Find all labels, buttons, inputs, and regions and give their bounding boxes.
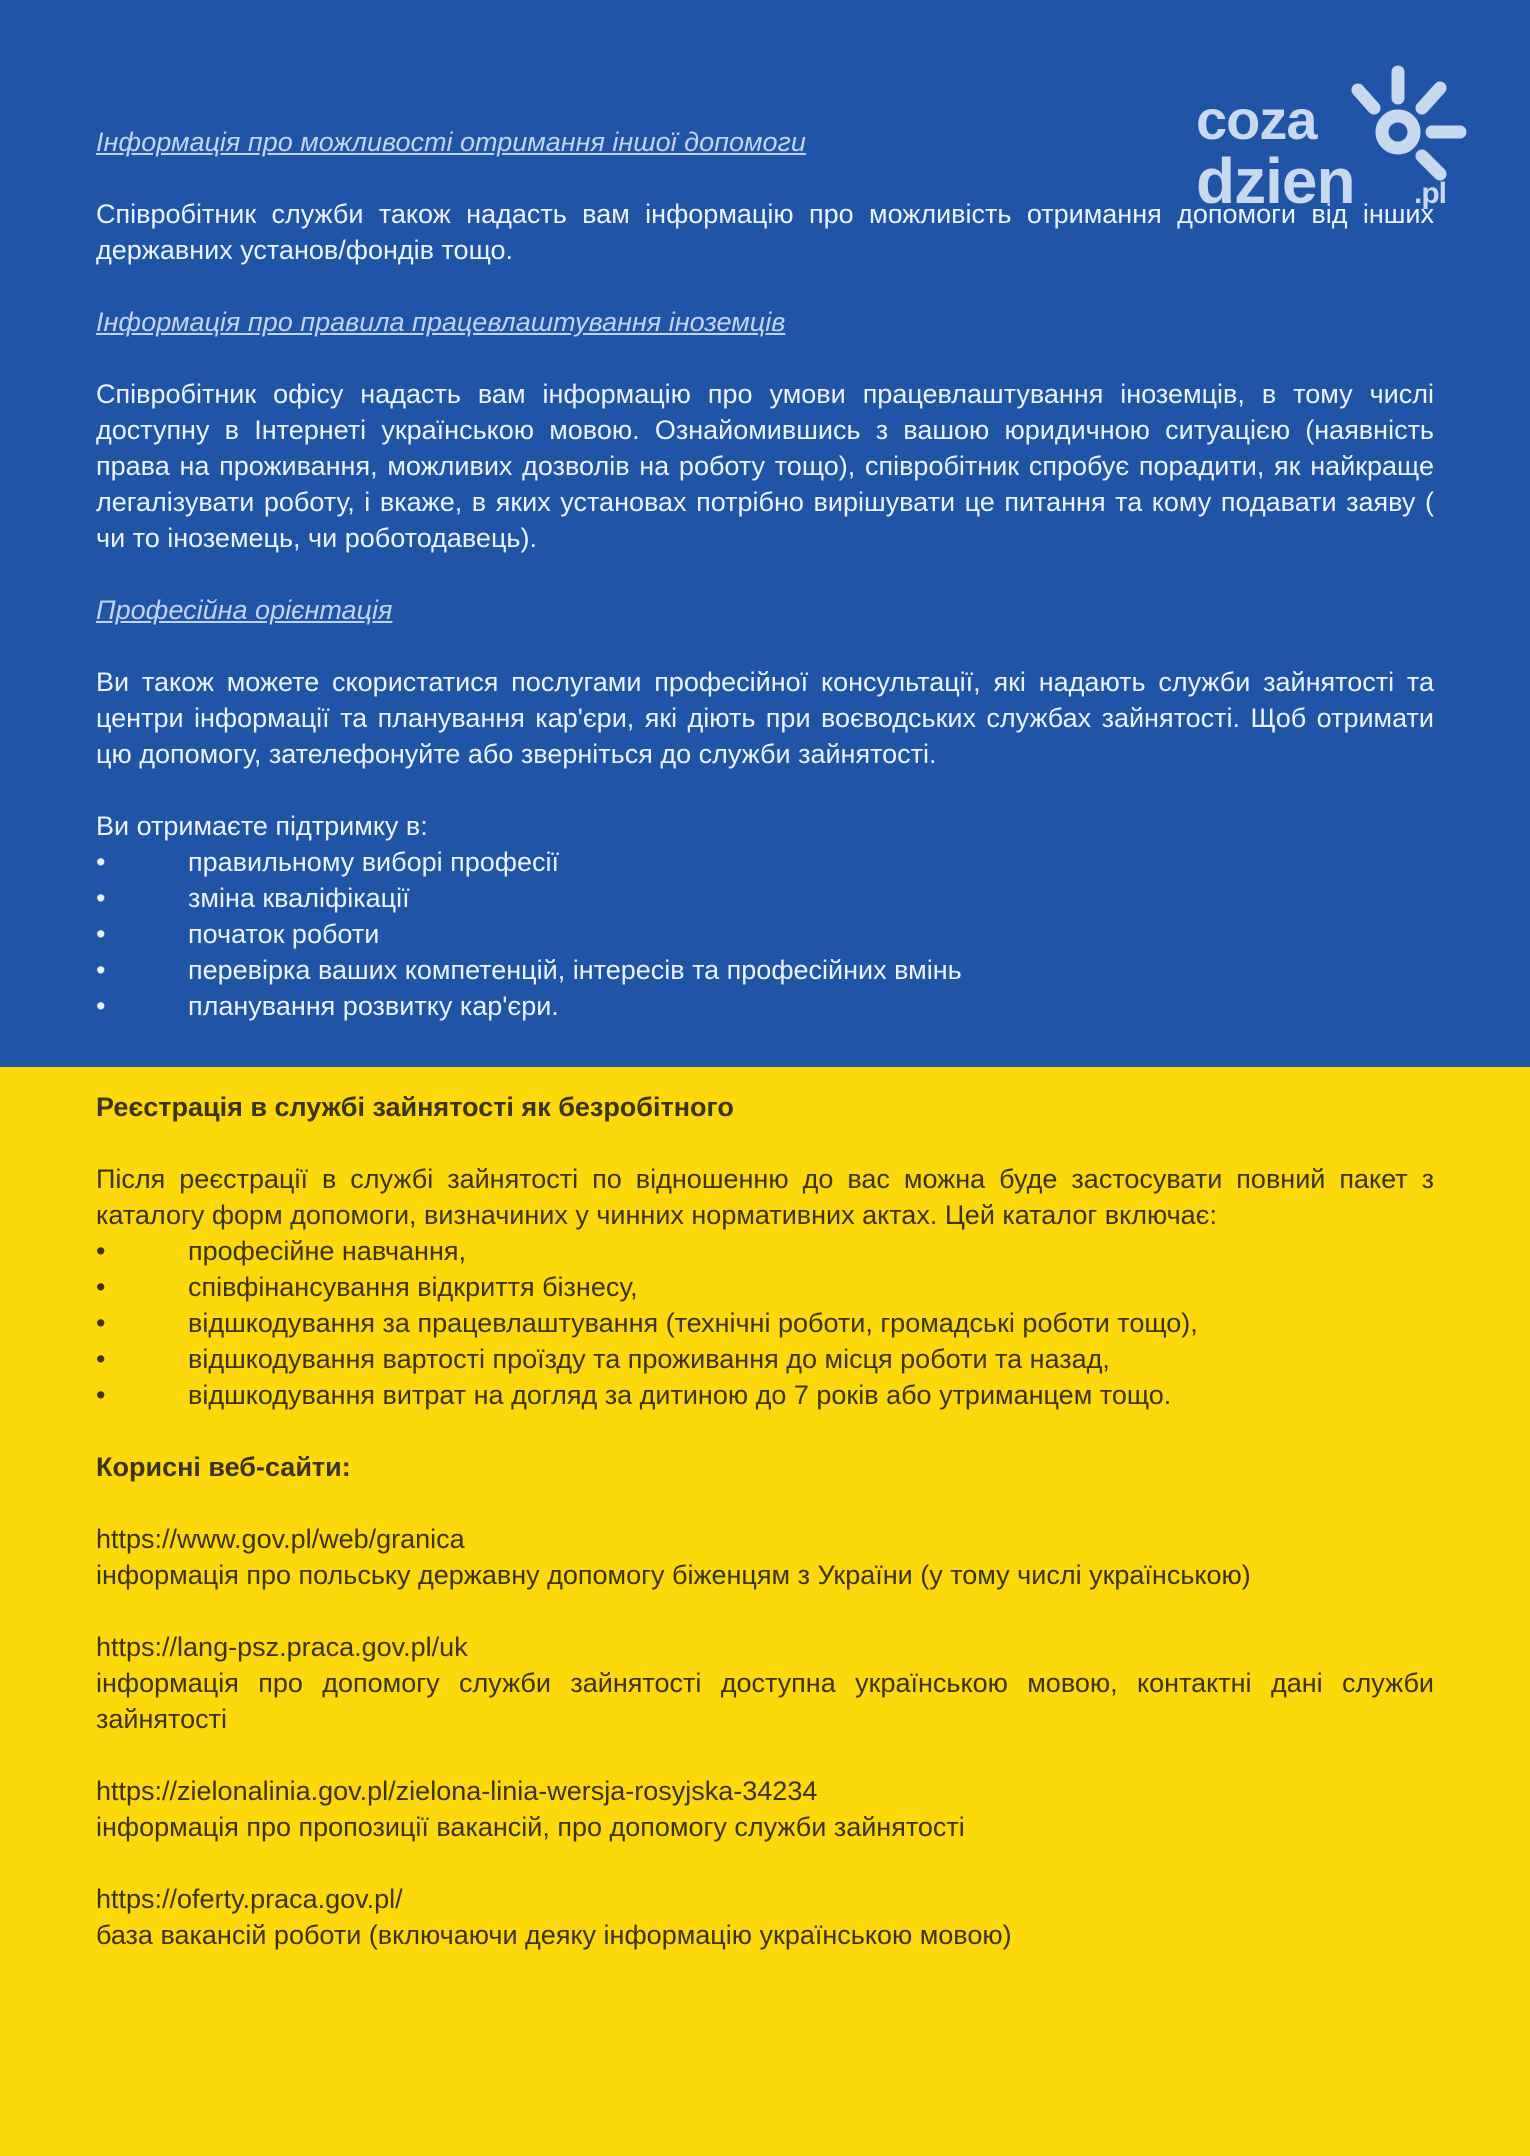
list-item: • відшкодування вартості проїзду та проживання до місця роботи та назад, — [96, 1341, 1434, 1377]
blue-content — [96, 124, 1434, 1024]
website-description: інформація про польську державну допомогу біженцям з України (у тому числі українською) — [96, 1560, 1251, 1590]
list-item: • початок роботи — [96, 916, 1434, 952]
list-item: • співфінансування відкриття бізнесу, — [96, 1269, 1434, 1305]
paragraph-career-guidance: Ви також можете скористатися послугами професійної консультації, які надають служби зайнятості та центри інформації та планування кар'єри, які діють при воєводських службах зайнятості. Щоб отримати цю допомогу, зателефонуйте або зверніться до служби зайнятості. — [96, 667, 1434, 769]
list-item: • відшкодування витрат на догляд за дитиною до 7 років або утриманцем тощо. — [96, 1377, 1434, 1413]
list-item: • перевірка ваших компетенцій, інтересів та професійних вмінь — [96, 952, 1434, 988]
paragraph-other-help: Співробітник служби також надасть вам інформацію про можливість отримання допомоги від інших державних установ/фондів тощо. — [96, 199, 1434, 265]
yellow-section — [0, 1067, 1530, 2156]
website-description: інформація про пропозиції вакансій, про допомогу служби зайнятості — [96, 1812, 965, 1842]
blue-section — [0, 0, 1530, 1067]
website-link[interactable]: https://www.gov.pl/web/granica — [96, 1524, 465, 1554]
logo-text-pl: .pl — [1414, 177, 1446, 210]
heading-career-guidance[interactable]: Професійна орієнтація — [96, 595, 393, 625]
paragraph-unemployed-registration: Після реєстрації в службі зайнятості по відношенню до вас можна буде застосувати повний пакет з каталогу форм допомоги, визначиних у чинних нормативних актах. Цей каталог включає: — [96, 1164, 1434, 1230]
support-list — [96, 844, 1434, 1024]
logo-text-dzien: dzien — [1196, 145, 1355, 217]
list-item: • професійне навчання, — [96, 1233, 1434, 1269]
logo-text-coza: coza — [1196, 88, 1317, 151]
support-intro: Ви отримаєте підтримку в: — [96, 811, 428, 841]
yellow-content — [96, 1089, 1434, 1953]
list-item: • відшкодування за працевлаштування (технічні роботи, громадські роботи тощо), — [96, 1305, 1434, 1341]
heading-unemployed-registration: Реєстрація в службі зайнятості як безробітного — [96, 1092, 734, 1122]
heading-other-help[interactable]: Інформація про можливості отримання іншої допомоги — [96, 127, 806, 157]
list-item: • правильному виборі професії — [96, 844, 1434, 880]
website-description: інформація про допомогу служби зайнятості доступна українською мовою, контактні дані служби зайнятості — [96, 1668, 1434, 1734]
list-item: • планування розвитку кар'єри. — [96, 988, 1434, 1024]
website-link[interactable]: https://zielonalinia.gov.pl/zielona-linia-wersja-rosyjska-34234 — [96, 1776, 818, 1806]
help-forms-list — [96, 1233, 1434, 1413]
heading-useful-websites: Корисні веб-сайти: — [96, 1452, 351, 1482]
website-description: база вакансій роботи (включаючи деяку інформацію українською мовою) — [96, 1920, 1012, 1950]
website-link[interactable]: https://lang-psz.praca.gov.pl/uk — [96, 1632, 468, 1662]
website-link[interactable]: https://oferty.praca.gov.pl/ — [96, 1884, 403, 1914]
paragraph-employment-rules: Співробітник офісу надасть вам інформацію про умови працевлаштування іноземців, в тому числі доступну в Інтернеті українською мовою. Ознайомившись з вашою юридичною ситуацією (наявність права на проживання, можливих дозволів на роботу тощо), співробітник спробує порадити, як найкраще легалізувати роботу, і вкаже, в яких установах потрібно вирішувати це питання та кому подавати заяву ( чи то іноземець, чи роботодавець). — [96, 379, 1434, 553]
heading-employment-rules[interactable]: Інформація про правила працевлаштування іноземців — [96, 307, 786, 337]
list-item: • зміна кваліфікації — [96, 880, 1434, 916]
